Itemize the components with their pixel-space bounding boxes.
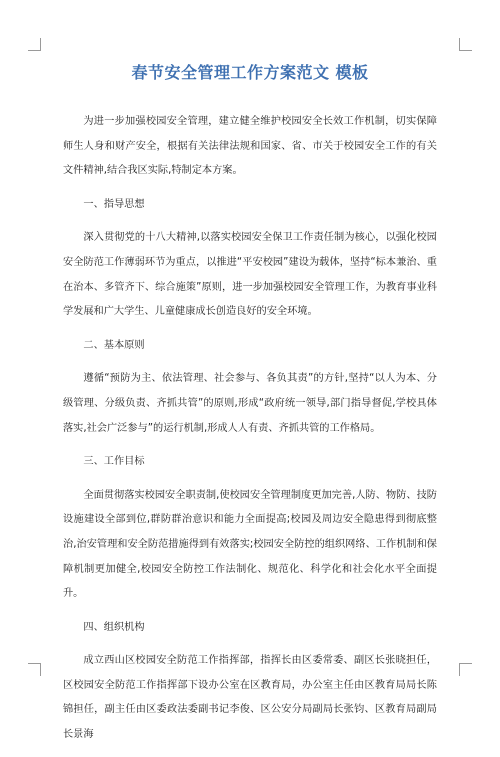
paragraph-guiding-thought: 深入贯彻党的十八大精神,以落实校园安全保卫工作责任制为核心，以强化校园安全防范工作薄弱环节为重点，以推进“平安校园”建设为载体，坚持“标本兼治、重在治本、多管齐下、综合施策”原则，进一步加强校园安全管理工作，为教育事业科学发展和广大学生、儿童健康成长创造良好的安全环境。 xyxy=(63,232,437,318)
paragraph-intro: 为进一步加强校园安全管理，建立健全维护校园安全长效工作机制，切实保障师生人身和财产安全，根据有关法律法规和国家、省、市关于校园安全工作的有关文件精神,结合我区实际,特制定本方案。 xyxy=(63,116,437,177)
paragraph-work-goals: 全面贯彻落实校园安全职责制,使校园安全管理制度更加完善,人防、物防、技防设施建设全部到位,群防群治意识和能力全面提高;校园及周边安全隐患得到彻底整治,治安管理和安全防范措施得到有效落实;校园安全防控的组织网络、工作机制和保障机制更加健全,校园安全防控工作法制化、规范化、科学化和社会化水平全面提升。 xyxy=(63,489,437,600)
section-heading-organization: 四、组织机构 xyxy=(83,621,145,633)
document-body xyxy=(63,110,437,757)
crop-mark-bottom-left xyxy=(28,663,41,676)
section-heading-basic-principles: 二、基本原则 xyxy=(83,339,145,351)
crop-mark-top-left xyxy=(28,38,41,51)
section-heading-guiding-thought: 一、指导思想 xyxy=(83,198,145,210)
paragraph-organization: 成立西山区校园安全防范工作指挥部，指挥长由区委常委、副区长张晓担任，区校园安全防范工作指挥部下设办公室在区教育局，办公室主任由区教育局局长陈锦担任，副主任由区委政法委副书记李俊、区公安分局副局长张钧、区教育局副局长景海 xyxy=(63,655,437,741)
section-heading-work-goals: 三、工作目标 xyxy=(83,456,145,468)
document-title: 春节安全管理工作方案范文 模板 xyxy=(131,63,369,82)
paragraph-basic-principles: 遵循“预防为主、依法管理、社会参与、各负其责”的方针,坚持“以人为本、分级管理、分级负责、齐抓共管”的原则,形成“政府统一领导,部门指导督促,学校具体落实,社会广泛参与”的运行机制,形成人人有责、齐抓共管的工作格局。 xyxy=(63,373,437,434)
crop-mark-bottom-right xyxy=(459,663,472,676)
crop-mark-top-right xyxy=(459,38,472,51)
